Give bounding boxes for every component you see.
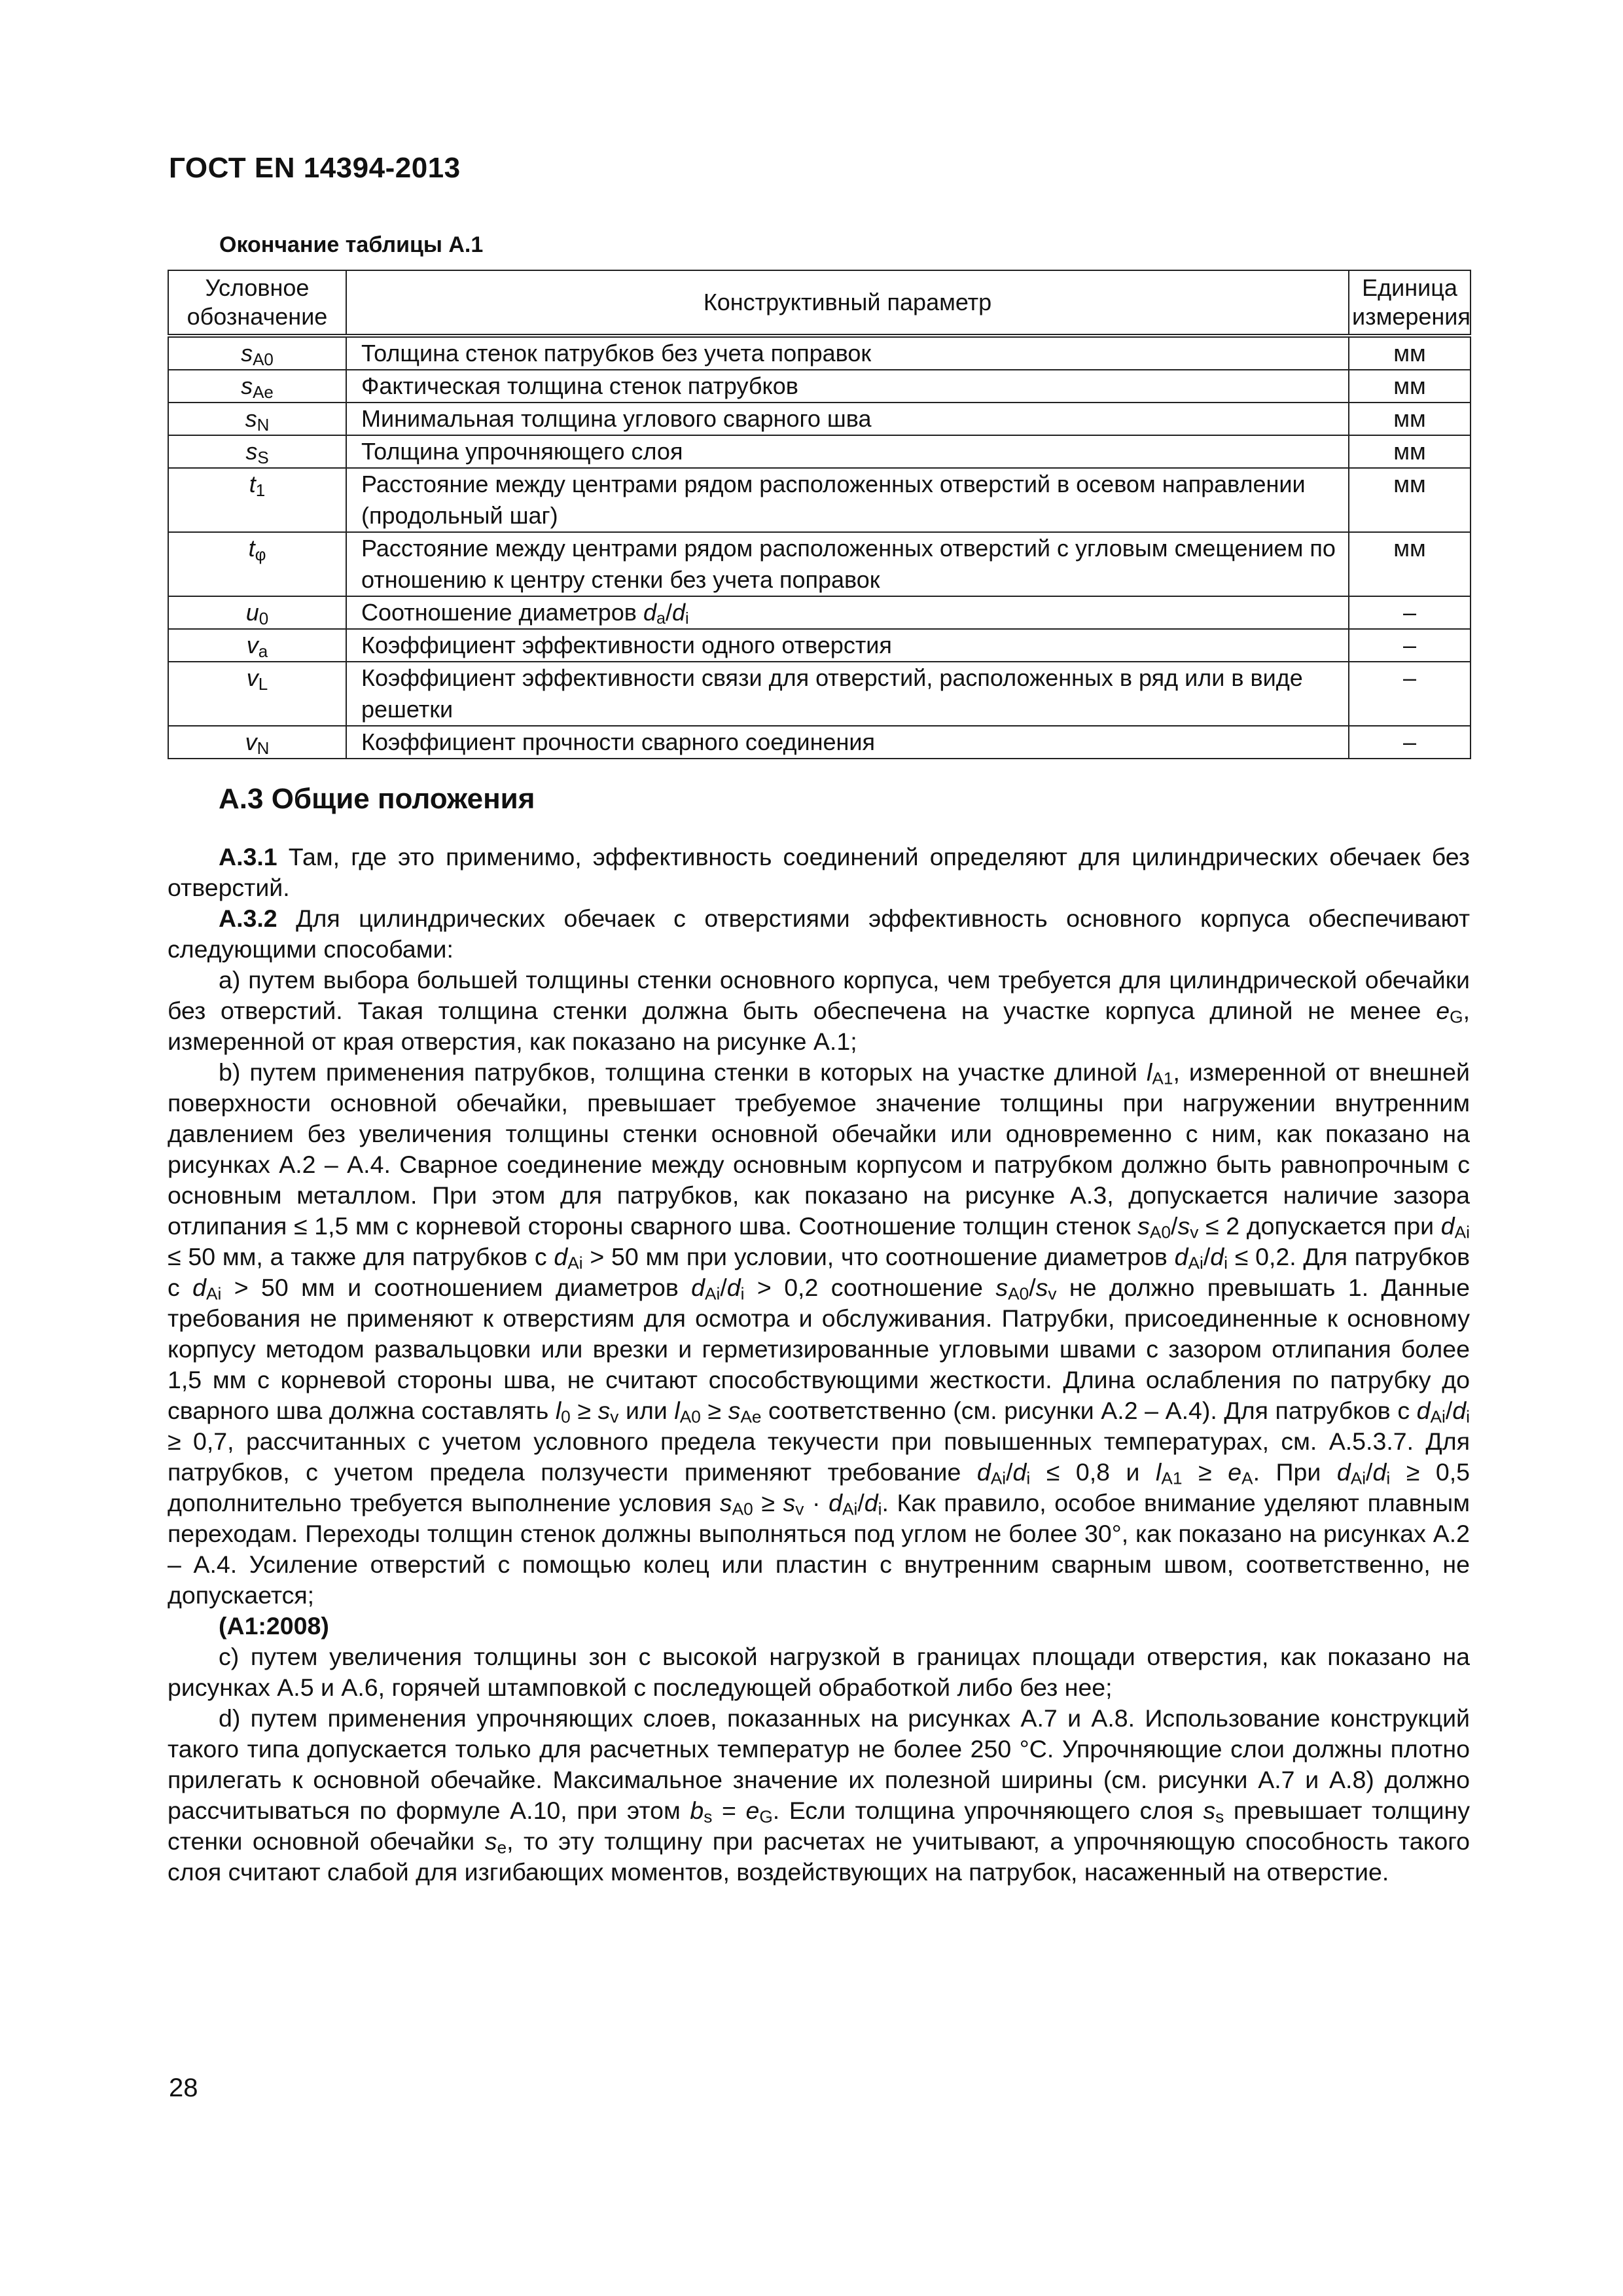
section-body [168,842,1470,1888]
list-item-d: d) путем применения упрочняющих слоев, показанных на рисунках А.7 и А.8. Использование конструкций такого типа допускается только для расчетных температур не более 250 °С. Упрочняющие слои должны плотно прилегать к основной обечайке. Максимальное значение их полезной ширины (см. рисунки А.7 и А.8) должно рассчитываться по формуле А.10, при этом $b_s = e_G$. Если толщина упрочняющего слоя $s_s$ превышает толщину стенки основной обечайки $s_e$, то эту толщину при расчетах не учитывают, а упрочняющую способность такого слоя считают слабой для изгибающих моментов, воздействующих на патрубок, насаженный на отверстие. [168,1704,1470,1886]
paragraph-a31 [168,842,1470,903]
table-caption: Окончание таблицы А.1 [219,232,484,257]
symbol-cell: $v_N$ [168,726,346,759]
unit-cell: мм [1349,403,1471,435]
parameter-cell: Коэффициент эффективности связи для отверстий, расположенных в ряд или в виде решетки [346,662,1349,726]
symbol-cell: $s_{Ae}$ [168,370,346,403]
parameter-cell: Минимальная толщина углового сварного шва [346,403,1349,435]
table-row [168,435,1471,468]
symbol-cell: $v_L$ [168,662,346,726]
column-header-parameter: Конструктивный параметр [346,270,1349,336]
unit-cell: – [1349,629,1471,662]
parameter-cell: Соотношение диаметров $d_a/d_i$ [346,596,1349,629]
symbol-cell: $t_\varphi$ [168,532,346,596]
clause-number: А.3.1 [219,843,277,870]
clause-text: Для цилиндрических обечаек с отверстиями эффективность основного корпуса обеспечивают следующими способами: [168,905,1470,963]
list-item-b: b) путем применения патрубков, толщина стенки в которых на участке длиной $l_{A1}$, измеренной от внешней поверхности основной обечайки, превышает требуемое значение толщины при нагружении внутренним давлением без увеличения толщины стенки основной обечайки или одновременно с ним, как показано на рисунках А.2 – А.4. Сварное соединение между основным корпусом и патрубком должно быть равнопрочным с основным металлом. При этом для патрубков, как показано на рисунке А.3, допускается наличие зазора отлипания ≤ 1,5 мм с корневой стороны сварного шва. Соотношение толщин стенок $s_{A0}/s_v \le 2$ допускается при $d_{Ai} \le 50$ мм, а также для патрубков с $d_{Ai} > 50$ мм при условии, что соотношение диаметров $d_{Ai}/d_i \le 0,2$. Для патрубков с $d_{Ai} > 50$ мм и соотношением диаметров $d_{Ai}/d_i > 0,2$ соотношение $s_{A0}/s_v$ не должно превышать 1. Данные требования не применяют к отверстиям для осмотра и обслуживания. Патрубки, присоединенные к основному корпусу методом развальцовки или врезки и герметизированные угловыми швами с зазором отлипания более 1,5 мм с корневой стороны шва, не считают способствующими жесткости. Длина ослабления по патрубку до сварного шва должна составлять $l_0 \ge s_v$ или $l_{A0} \ge s_{Ae}$ соответственно (см. рисунки А.2 – А.4). Для патрубков с $d_{Ai}/d_i \ge 0,7$, рассчитанных с учетом условного предела текучести при повышенных температурах, см. А.5.3.7. Для патрубков, с учетом предела ползучести применяют требование $d_{Ai}/d_i \le 0,8$ и $l_{A1} \ge e_A$. При $d_{Ai}/d_i \ge 0,5$ дополнительно требуется выполнение условия $s_{A0} \ge s_v \cdot d_{Ai}/d_i$. Как правило, особое внимание уделяют плавным переходам. Переходы толщин стенок должны выполняться под углом не более 30°, как показано на рисунках А.2 – А.4. Усиление отверстий с помощью колец или пластин с внутренним сварным швом, соответственно, не допускается; [168,1058,1471,1609]
table-row [168,468,1471,532]
column-header-symbol: Условное обозначение [168,270,346,336]
table-row [168,662,1471,726]
symbol-cell: $s_N$ [168,403,346,435]
symbol-cell: $u_0$ [168,596,346,629]
table-row [168,370,1471,403]
parameter-cell: Толщина стенок патрубков без учета поправок [346,336,1349,370]
unit-cell: мм [1349,435,1471,468]
table-row [168,726,1471,759]
clause-text: Там, где это применимо, эффективность соединений определяют для цилиндрических обечаек без отверстий. [168,843,1470,901]
unit-cell: – [1349,726,1471,759]
clause-number: А.3.2 [219,905,277,932]
table-header-row [168,270,1471,336]
unit-cell: – [1349,662,1471,726]
document-code: ГОСТ EN 14394-2013 [169,152,461,184]
page-number: 28 [169,2073,198,2102]
table-row [168,336,1471,370]
parameter-cell: Коэффициент прочности сварного соединения [346,726,1349,759]
symbol-cell: $t_1$ [168,468,346,532]
unit-cell: – [1349,596,1471,629]
section-title: А.3 Общие положения [219,783,535,815]
table-body [168,336,1471,759]
table-row [168,629,1471,662]
table-row [168,596,1471,629]
parameter-cell: Расстояние между центрами рядом расположенных отверстий с угловым смещением по отношению к центру стенки без учета поправок [346,532,1349,596]
parameter-cell: Толщина упрочняющего слоя [346,435,1349,468]
symbol-cell: $v_a$ [168,629,346,662]
unit-cell: мм [1349,468,1471,532]
unit-cell: мм [1349,370,1471,403]
table-row [168,532,1471,596]
symbol-cell: $s_{A0}$ [168,336,346,370]
parameter-cell: Расстояние между центрами рядом расположенных отверстий в осевом направлении (продольный шаг) [346,468,1349,532]
table-row [168,403,1471,435]
symbol-cell: $s_S$ [168,435,346,468]
parameter-cell: Фактическая толщина стенок патрубков [346,370,1349,403]
column-header-unit: Единица измерения [1349,270,1471,336]
paragraph-a32 [168,903,1470,965]
parameters-table [168,270,1471,759]
amendment-note: (А1:2008) [219,1612,329,1640]
list-item-a: а) путем выбора большей толщины стенки основного корпуса, чем требуется для цилиндрической обечайки без отверстий. Такая толщина стенки должна быть обеспечена на участке корпуса длиной не менее $e_G$, измеренной от края отверстия, как показано на рисунке А.1; [168,966,1470,1055]
parameter-cell: Коэффициент эффективности одного отверстия [346,629,1349,662]
unit-cell: мм [1349,336,1471,370]
list-item-c: с) путем увеличения толщины зон с высокой нагрузкой в границах площади отверстия, как показано на рисунках А.5 и А.6, горячей штамповкой с последующей обработкой либо без нее; [168,1643,1470,1701]
unit-cell: мм [1349,532,1471,596]
